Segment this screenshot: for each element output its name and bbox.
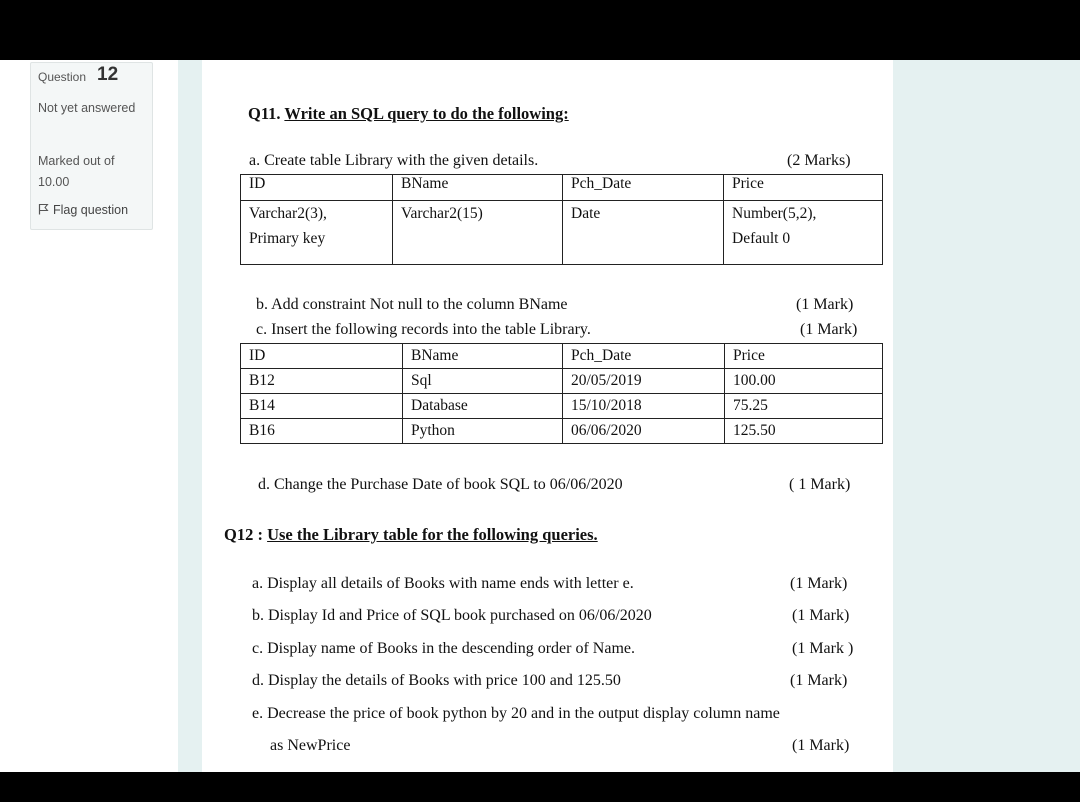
cell-pch-date: 20/05/2019 bbox=[563, 369, 725, 394]
td-date-type: Date bbox=[563, 201, 724, 265]
table-structure-header bbox=[241, 175, 883, 201]
cell-bname: Database bbox=[403, 394, 563, 419]
table-row bbox=[241, 419, 883, 444]
cell-id: B12 bbox=[241, 369, 403, 394]
q12-item-e-marks: (1 Mark) bbox=[792, 737, 850, 754]
q12-item-b-marks: (1 Mark) bbox=[792, 607, 850, 624]
question-grade bbox=[38, 151, 148, 193]
flag-label: Flag question bbox=[53, 203, 129, 217]
grade-value: 10.00 bbox=[38, 175, 70, 189]
cell-bname: Python bbox=[403, 419, 563, 444]
rec-th-bname: BName bbox=[403, 344, 563, 369]
q11-d-text: d. Change the Purchase Date of book SQL to 06/06/2020 bbox=[258, 476, 623, 493]
q11-a-marks: (2 Marks) bbox=[787, 152, 851, 169]
id-constraint: Primary key bbox=[249, 230, 326, 247]
cell-pch-date: 06/06/2020 bbox=[563, 419, 725, 444]
table-structure bbox=[240, 174, 883, 265]
rec-th-price: Price bbox=[725, 344, 883, 369]
cell-id: B14 bbox=[241, 394, 403, 419]
q11-a-text: a. Create table Library with the given details. bbox=[249, 152, 539, 169]
cell-price: 125.50 bbox=[725, 419, 883, 444]
q11-b-text: b. Add constraint Not null to the column BName bbox=[256, 296, 568, 313]
id-type: Varchar2(3), bbox=[249, 205, 327, 222]
rec-th-pch-date: Pch_Date bbox=[563, 344, 725, 369]
table-structure-row bbox=[241, 201, 883, 265]
grade-label: Marked out of bbox=[38, 154, 115, 168]
td-bname-type: Varchar2(15) bbox=[393, 201, 563, 265]
q12-item-e-cont: as NewPrice bbox=[270, 737, 351, 754]
right-side-pane bbox=[893, 60, 1080, 772]
q12-item-d-marks: (1 Mark) bbox=[790, 672, 848, 689]
q11-number: Q11. bbox=[248, 104, 281, 123]
cell-id: B16 bbox=[241, 419, 403, 444]
q12-item-d: d. Display the details of Books with price 100 and 125.50 bbox=[252, 672, 621, 689]
q11-c-marks: (1 Mark) bbox=[800, 321, 858, 338]
th-bname: BName bbox=[393, 175, 563, 201]
flag-question-link[interactable] bbox=[38, 203, 128, 217]
q11-heading bbox=[248, 104, 569, 124]
question-number: 12 bbox=[97, 64, 119, 85]
q11-title: Write an SQL query to do the following: bbox=[284, 104, 569, 123]
cell-bname: Sql bbox=[403, 369, 563, 394]
cell-pch-date: 15/10/2018 bbox=[563, 394, 725, 419]
question-state: Not yet answered bbox=[38, 101, 136, 115]
th-id: ID bbox=[241, 175, 393, 201]
q12-item-b: b. Display Id and Price of SQL book purchased on 06/06/2020 bbox=[252, 607, 652, 624]
q11-c-text: c. Insert the following records into the table Library. bbox=[256, 321, 591, 338]
table-row bbox=[241, 394, 883, 419]
td-id-type bbox=[241, 201, 393, 265]
rec-th-id: ID bbox=[241, 344, 403, 369]
table-records bbox=[240, 343, 883, 444]
table-row bbox=[241, 369, 883, 394]
question-content bbox=[202, 67, 893, 772]
quiz-page bbox=[0, 60, 1080, 772]
th-pch-date: Pch_Date bbox=[563, 175, 724, 201]
q11-d-marks: ( 1 Mark) bbox=[789, 476, 851, 493]
price-default: Default 0 bbox=[732, 230, 791, 247]
q12-title: Use the Library table for the following queries. bbox=[267, 525, 598, 544]
question-info-box bbox=[30, 62, 153, 230]
q12-item-c-marks: (1 Mark ) bbox=[792, 640, 854, 657]
td-price-type bbox=[724, 201, 883, 265]
q12-number: Q12 : bbox=[224, 525, 263, 544]
q12-item-a: a. Display all details of Books with name ends with letter e. bbox=[252, 575, 634, 592]
th-price: Price bbox=[724, 175, 883, 201]
q12-heading bbox=[224, 525, 598, 545]
cell-price: 75.25 bbox=[725, 394, 883, 419]
flag-icon bbox=[38, 203, 49, 215]
page-gutter bbox=[178, 60, 202, 772]
table-records-header bbox=[241, 344, 883, 369]
q12-item-a-marks: (1 Mark) bbox=[790, 575, 848, 592]
question-label: Question bbox=[38, 70, 87, 84]
price-type: Number(5,2), bbox=[732, 205, 817, 222]
q12-item-c: c. Display name of Books in the descending order of Name. bbox=[252, 640, 636, 657]
q11-b-marks: (1 Mark) bbox=[796, 296, 854, 313]
cell-price: 100.00 bbox=[725, 369, 883, 394]
q12-item-e: e. Decrease the price of book python by 20 and in the output display column name bbox=[252, 705, 780, 722]
